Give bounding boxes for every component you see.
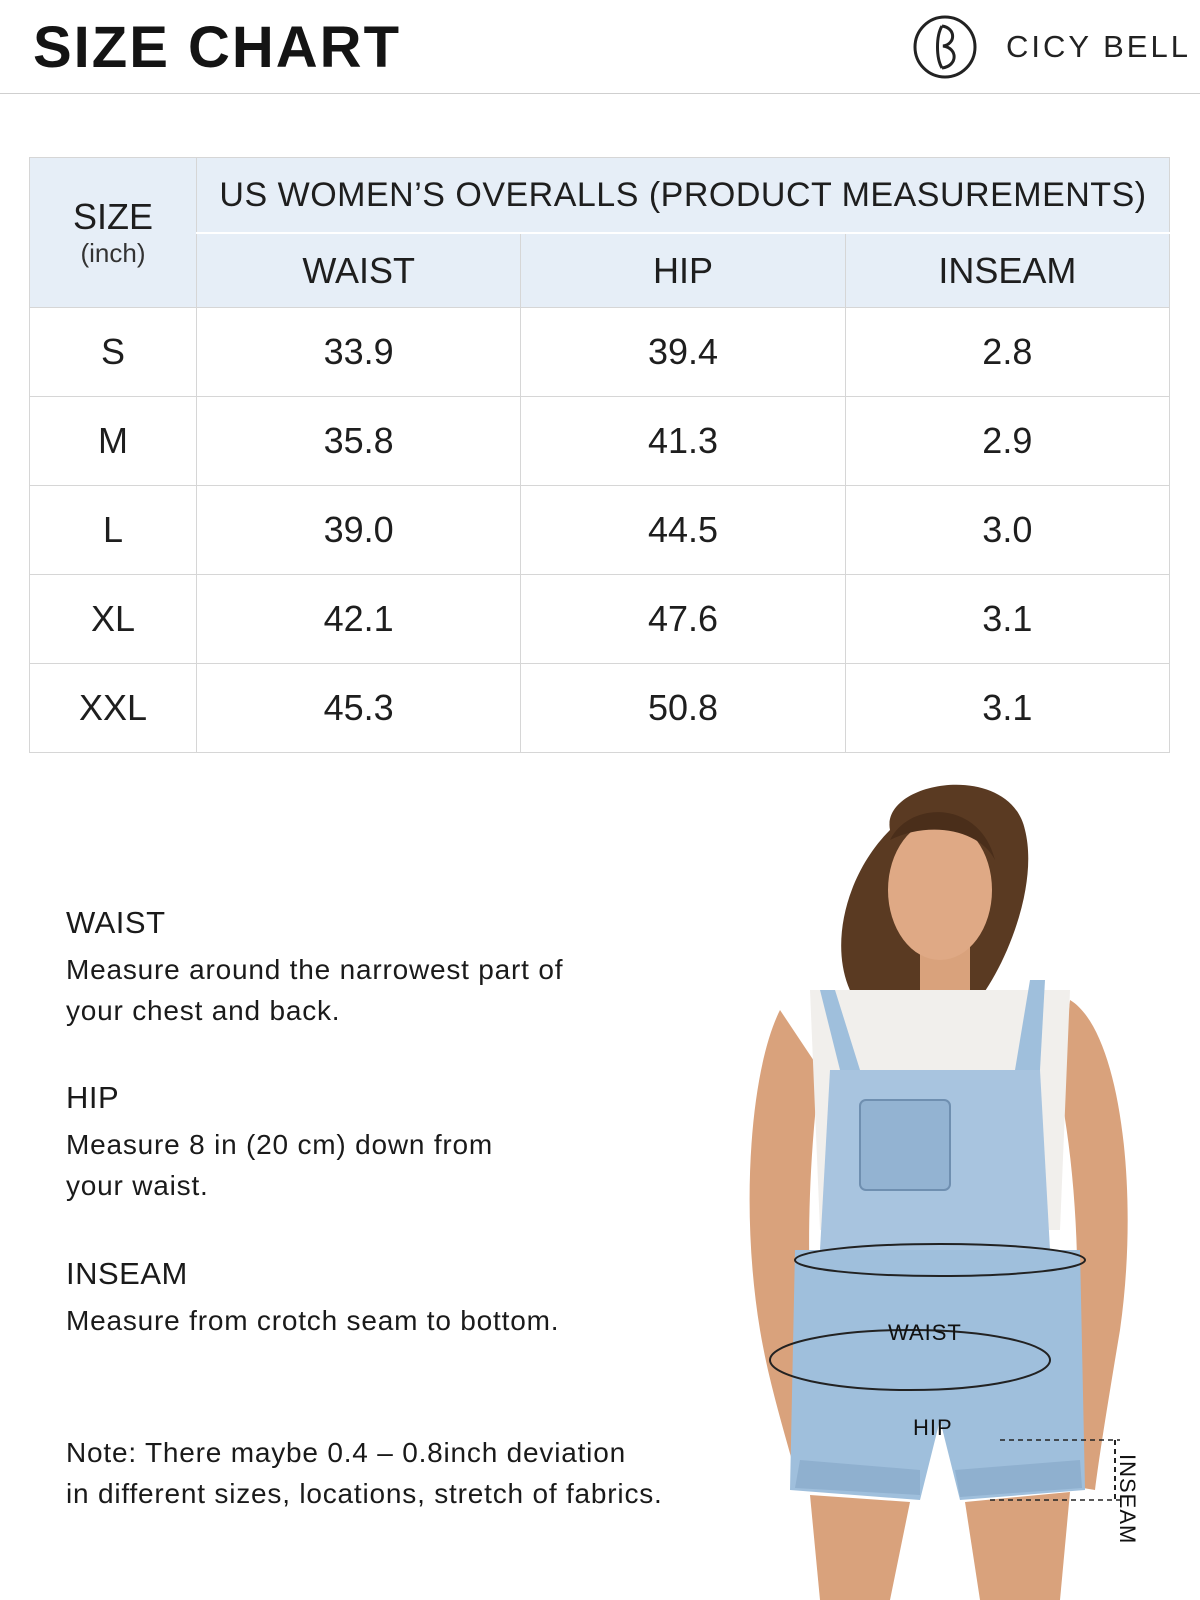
table-row xyxy=(30,486,1170,575)
hip-measure-label: HIP xyxy=(913,1415,953,1440)
size-cell: XXL xyxy=(30,664,197,753)
guide-waist xyxy=(66,905,666,1031)
table-row xyxy=(30,664,1170,753)
guide-inseam xyxy=(66,1256,666,1341)
size-chart-table xyxy=(29,157,1170,753)
size-cell: S xyxy=(30,308,197,397)
inseam-cell: 2.8 xyxy=(845,308,1169,397)
column-header-waist: WAIST xyxy=(197,233,521,308)
hip-cell: 47.6 xyxy=(521,575,845,664)
inseam-measure-label: INSEAM xyxy=(1115,1454,1140,1545)
guide-hip-title: HIP xyxy=(66,1080,120,1115)
guide-inseam-title: INSEAM xyxy=(66,1256,188,1291)
waist-measure-label: WAIST xyxy=(888,1320,962,1345)
header xyxy=(0,0,1200,94)
size-header-cell xyxy=(30,158,197,308)
waist-cell: 33.9 xyxy=(197,308,521,397)
size-cell: XL xyxy=(30,575,197,664)
table-row xyxy=(30,308,1170,397)
brand-name: CICY BELL xyxy=(1006,29,1191,64)
inseam-cell: 3.1 xyxy=(845,664,1169,753)
column-header-hip: HIP xyxy=(521,233,845,308)
deviation-note: Note: There maybe 0.4 – 0.8inch deviation in different sizes, locations, stretch of fabrics. xyxy=(66,1437,663,1509)
page-title: SIZE CHART xyxy=(33,15,401,80)
group-header: US WOMEN’S OVERALLS (PRODUCT MEASUREMENTS) xyxy=(197,158,1170,234)
size-cell: L xyxy=(30,486,197,575)
guide-inseam-text: Measure from crotch seam to bottom. xyxy=(66,1305,560,1336)
guide-waist-title: WAIST xyxy=(66,905,166,940)
guide-hip-text: Measure 8 in (20 cm) down from your waist. xyxy=(66,1129,494,1201)
column-header-inseam: INSEAM xyxy=(845,233,1169,308)
waist-cell: 39.0 xyxy=(197,486,521,575)
hip-cell: 44.5 xyxy=(521,486,845,575)
waist-cell: 35.8 xyxy=(197,397,521,486)
guide-waist-text: Measure around the narrowest part of your chest and back. xyxy=(66,954,564,1026)
inseam-cell: 3.1 xyxy=(845,575,1169,664)
hip-cell: 50.8 xyxy=(521,664,845,753)
hip-cell: 41.3 xyxy=(521,397,845,486)
hip-cell: 39.4 xyxy=(521,308,845,397)
unit-label: (inch) xyxy=(80,237,146,268)
face-shape xyxy=(888,820,992,960)
inseam-cell: 2.9 xyxy=(845,397,1169,486)
table-row xyxy=(30,575,1170,664)
size-cell: M xyxy=(30,397,197,486)
waist-cell: 45.3 xyxy=(197,664,521,753)
waist-cell: 42.1 xyxy=(197,575,521,664)
table-row xyxy=(30,397,1170,486)
guide-hip xyxy=(66,1080,666,1206)
size-header-label: SIZE xyxy=(72,195,153,237)
cicy-bell-logo-icon xyxy=(912,14,978,80)
denim-shorts-shape xyxy=(790,1250,1085,1500)
inseam-cell: 3.0 xyxy=(845,486,1169,575)
